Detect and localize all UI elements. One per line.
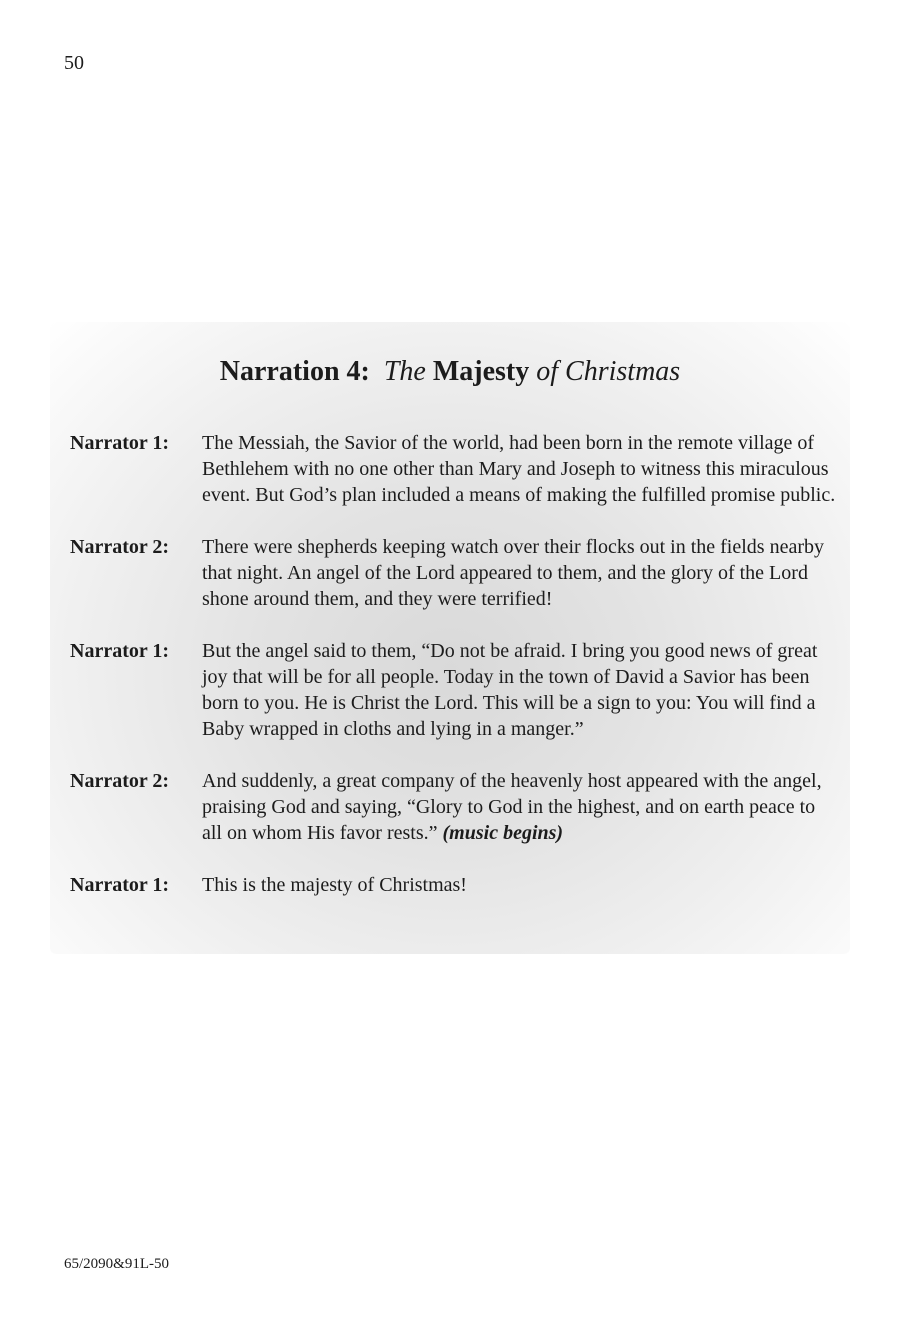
title-majesty: Majesty [432,356,530,387]
speech-text [202,768,840,846]
title-of-christmas: of Christmas [536,356,681,387]
title-the: The [383,356,426,387]
script-entry [70,430,840,508]
narration-script [70,430,840,924]
speech-text: But the angel said to them, “Do not be afraid. I bring you good news of great joy that will be for all people. Today in the town of David a Savior has been born to you. He is Christ the Lord. This will be a sign to you: You will find a Baby wrapped in cloths and lying in a manger.” [202,640,818,740]
speaker-label: Narrator 1: [70,432,170,454]
page-title [0,354,900,390]
speech-body: And suddenly, a great company of the heavenly host appeared with the angel, praising God and saying, “Glory to God in the highest, and on earth peace to all on whom His favor rests.” [202,770,822,844]
script-entry [70,768,840,846]
speaker-label: Narrator 2: [70,770,170,792]
speech-text: There were shepherds keeping watch over their flocks out in the fields nearby that night. An angel of the Lord appeared to them, and the glory of the Lord shone around them, and they were terrified! [202,536,824,610]
title-prefix: Narration 4: [219,356,370,387]
speaker-label: Narrator 2: [70,536,170,558]
script-entry [70,534,840,612]
speech-text: This is the majesty of Christmas! [202,874,467,896]
page-number: 50 [64,52,84,74]
script-entry [70,872,840,898]
speaker-label: Narrator 1: [70,874,170,896]
stage-direction: (music begins) [442,822,564,844]
script-entry [70,638,840,742]
speech-text: The Messiah, the Savior of the world, had been born in the remote village of Bethlehem with no one other than Mary and Joseph to witness this miraculous event. But God’s plan included a means of making the fulfilled promise public. [202,432,836,506]
catalog-code: 65/2090&91L-50 [64,1256,169,1272]
speaker-label: Narrator 1: [70,640,170,662]
